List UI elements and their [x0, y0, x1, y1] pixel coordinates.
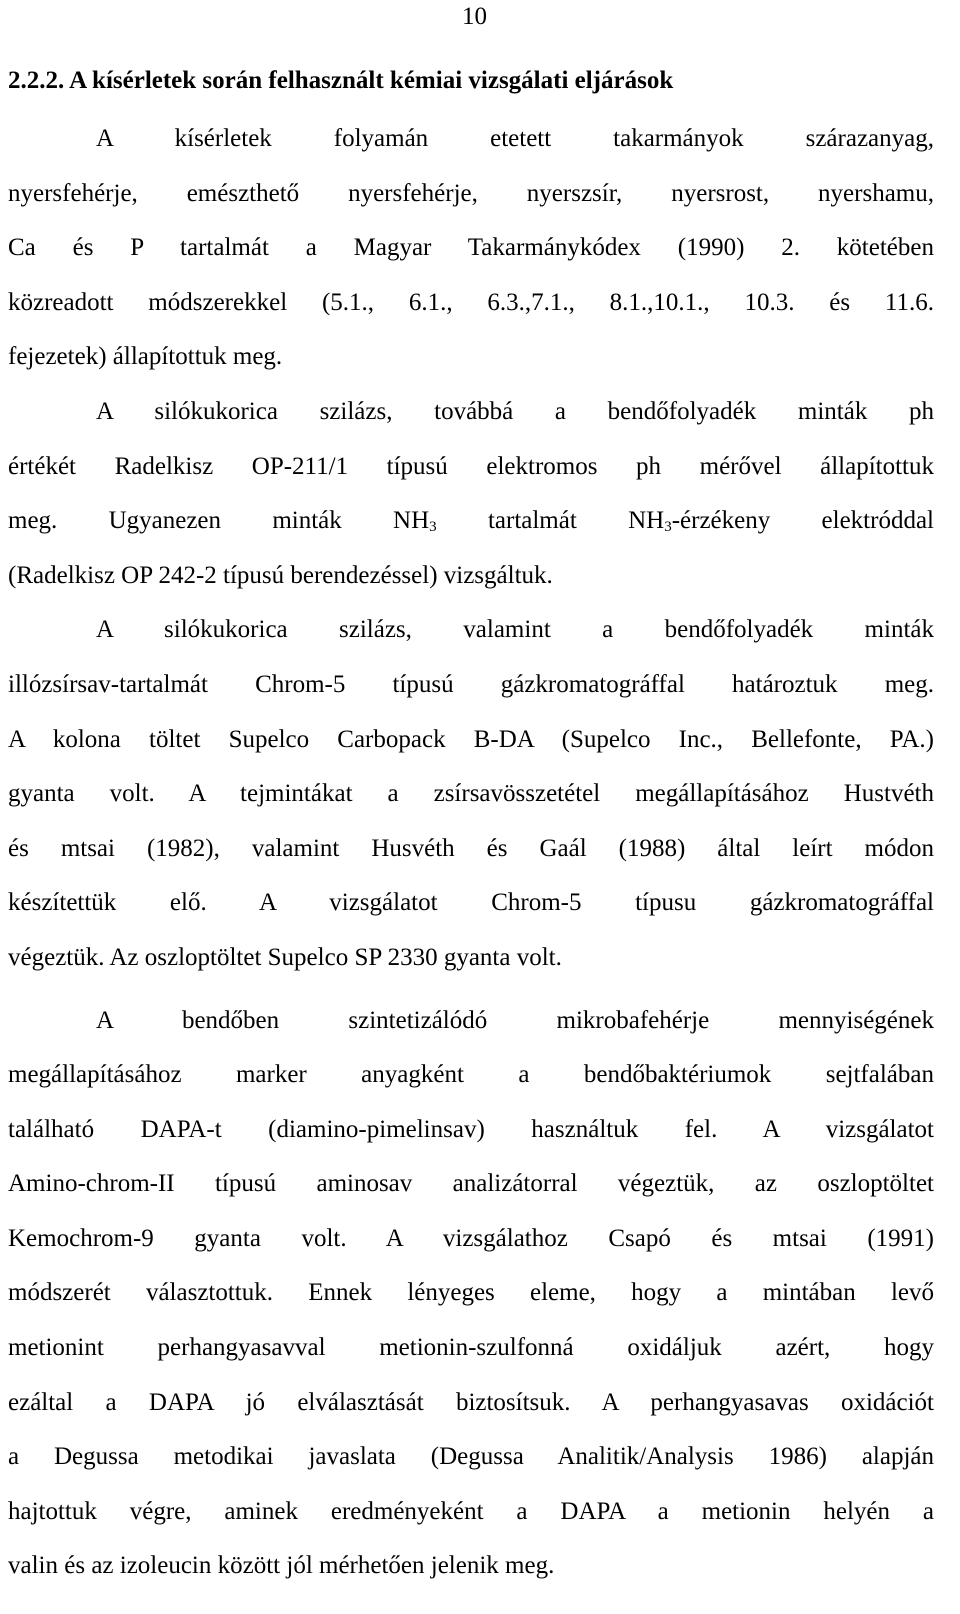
text-line: értékét Radelkisz OP-211/1 típusú elektromos ph mérővel állapítottuk [8, 452, 934, 480]
subscript: 3 [429, 519, 437, 536]
text-line: hajtottuk végre, aminek eredményeként a DAPA a metionin helyén a [8, 1497, 934, 1525]
page-number: 10 [462, 3, 487, 30]
text-line: A kolona töltet Supelco Carbopack B-DA (Supelco Inc., Bellefonte, PA.) [8, 725, 934, 753]
subscript: 3 [664, 519, 672, 536]
text-line: A bendőben szintetizálódó mikrobafehérje mennyiségének [96, 1006, 934, 1034]
paragraph-volatile-fatty-acids [8, 603, 934, 985]
text-line: fejezetek) állapítottuk meg. [8, 343, 283, 371]
text-line: gyanta volt. A tejmintákat a zsírsavösszetétel megállapításához Hustvéth [8, 780, 934, 808]
text-line: metionint perhangyasavval metionin-szulfonná oxidáljuk azért, hogy [8, 1334, 934, 1362]
text-line: készítettük elő. A vizsgálatot Chrom-5 típusu gázkromatográffal [8, 889, 934, 917]
text-line: A silókukorica szilázs, továbbá a bendőfolyadék minták ph [96, 397, 934, 425]
text-line: végeztük. Az oszloptöltet Supelco SP 2330 gyanta volt. [8, 943, 562, 971]
text-line: illózsírsav-tartalmát Chrom-5 típusú gázkromatográffal határoztuk meg. [8, 670, 934, 698]
text-line: Amino-chrom-II típusú aminosav analizátorral végeztük, az oszloptöltet [8, 1170, 934, 1198]
text-line: A silókukorica szilázs, valamint a bendőfolyadék minták [96, 616, 934, 644]
paragraph-ph-measurement [8, 385, 934, 603]
text-segment: -érzékeny elektróddal [671, 507, 934, 535]
text-line: és mtsai (1982), valamint Husvéth és Gaál (1988) által leírt módon [8, 834, 934, 862]
text-line: megállapításához marker anyagként a bendőbaktériumok sejtfalában [8, 1061, 934, 1089]
paragraph-chemical-analysis [8, 112, 934, 385]
paragraph-microbial-protein [8, 994, 934, 1595]
section-heading: 2.2.2. A kísérletek során felhasznált kémiai vizsgálati eljárások [8, 67, 674, 94]
text-line: Kemochrom-9 gyanta volt. A vizsgálathoz Csapó és mtsai (1991) [8, 1224, 934, 1252]
text-line-nh3 [8, 494, 934, 549]
text-line: a Degussa metodikai javaslata (Degussa Analitik/Analysis 1986) alapján [8, 1443, 934, 1471]
text-line: valin és az izoleucin között jól mérhetően jelenik meg. [8, 1552, 555, 1580]
text-line: található DAPA-t (diamino-pimelinsav) használtuk fel. A vizsgálatot [8, 1115, 934, 1143]
text-line: A kísérletek folyamán etetett takarmányok szárazanyag, [96, 125, 934, 152]
text-line: nyersfehérje, emészthető nyersfehérje, nyerszsír, nyersrost, nyershamu, [8, 179, 934, 207]
text-segment: meg. Ugyanezen minták NH [8, 507, 430, 535]
text-segment: tartalmát NH [436, 507, 665, 535]
text-line: (Radelkisz OP 242-2 típusú berendezéssel) vizsgáltuk. [8, 561, 553, 589]
text-line: közreadott módszerekkel (5.1., 6.1., 6.3.,7.1., 8.1.,10.1., 10.3. és 11.6. [8, 288, 934, 316]
text-line: módszerét választottuk. Ennek lényeges eleme, hogy a mintában levő [8, 1279, 934, 1307]
text-line: ezáltal a DAPA jó elválasztását biztosítsuk. A perhangyasavas oxidációt [8, 1388, 934, 1416]
text-line: Ca és P tartalmát a Magyar Takarmánykódex (1990) 2. kötetében [8, 234, 934, 262]
document-body [8, 112, 934, 1594]
